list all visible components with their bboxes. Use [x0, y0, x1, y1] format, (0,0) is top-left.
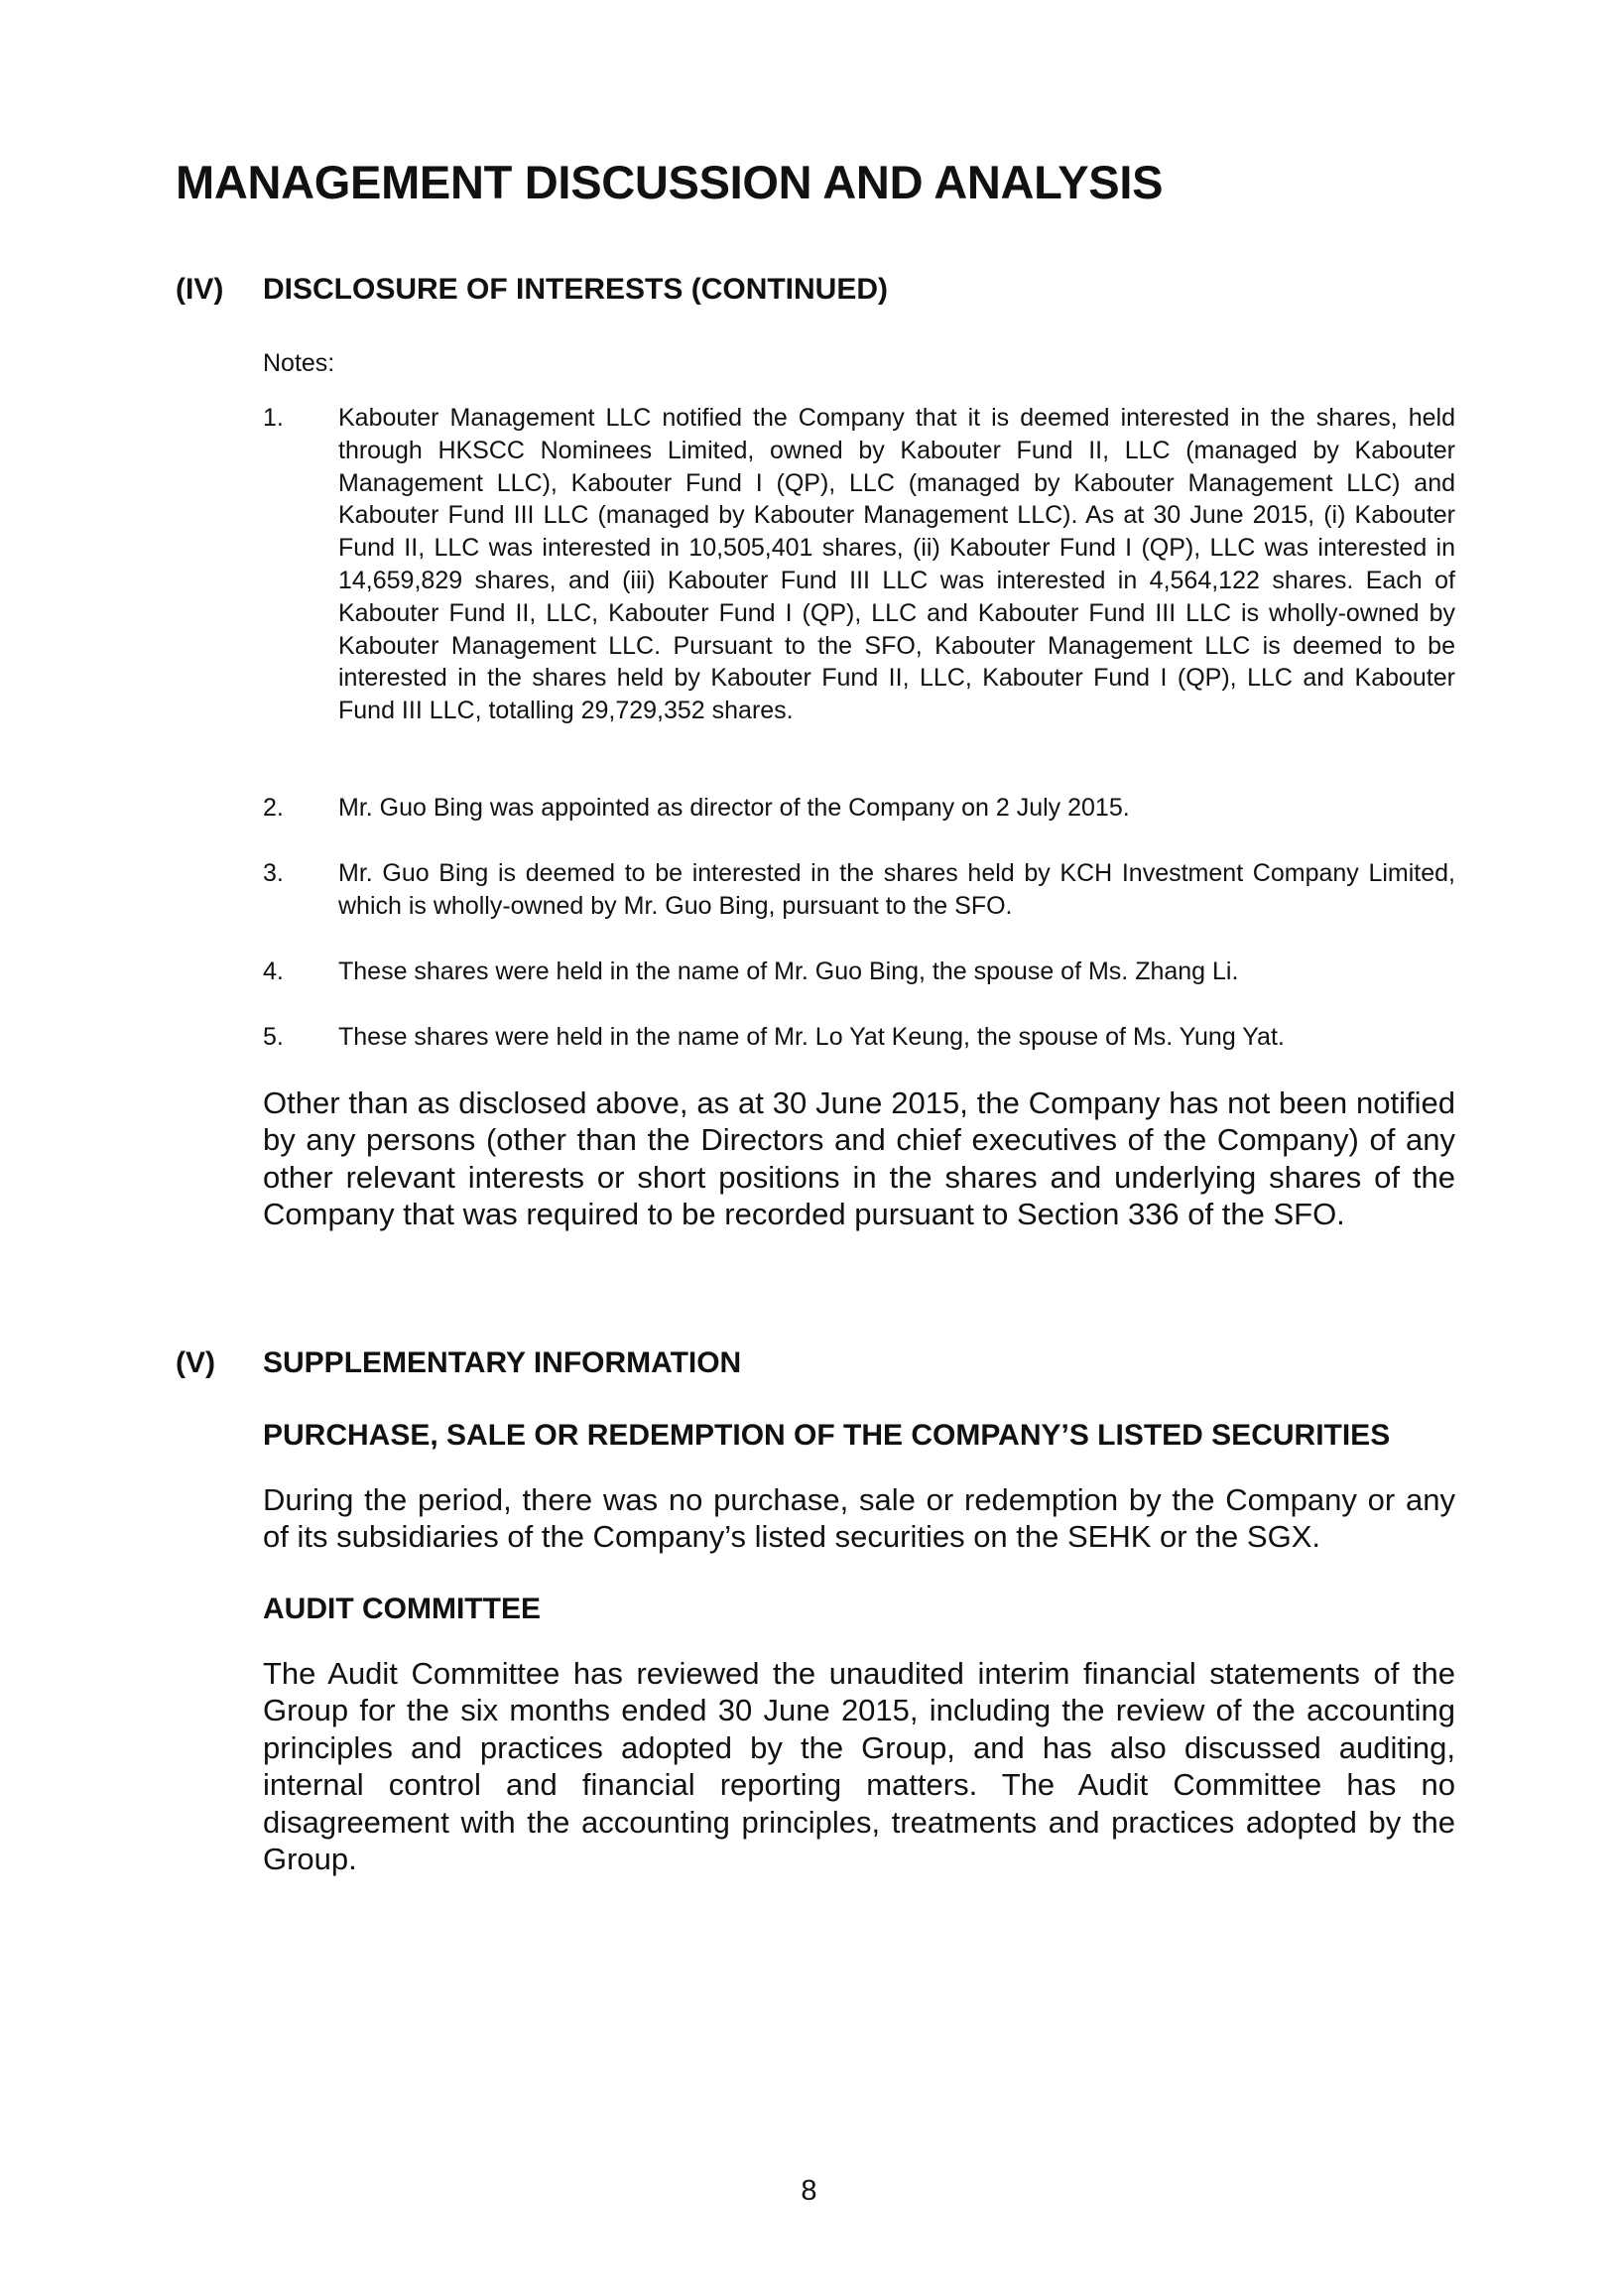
- note-text: Kabouter Management LLC notified the Company that it is deemed interested in the shares, held through HKSCC Nominees Limited, owned by Kabouter Fund II, LLC (managed by Kabouter Management LLC), Kabouter Fund I (QP), LLC (managed by Kabouter Management LLC) and Kabouter Fund III LLC (managed by Kabouter Management LLC). As at 30 June 2015, (i) Kabouter Fund II, LLC was interested in 10,505,401 shares, (ii) Kabouter Fund I (QP), LLC was interested in 14,659,829 shares, and (iii) Kabouter Fund III LLC was interested in 4,564,122 shares. Each of Kabouter Fund II, LLC, Kabouter Fund I (QP), LLC and Kabouter Fund III LLC is wholly-owned by Kabouter Management LLC. Pursuant to the SFO, Kabouter Management LLC is deemed to be interested in the shares held by Kabouter Fund II, LLC, Kabouter Fund I (QP), LLC and Kabouter Fund III LLC, totalling 29,729,352 shares.: [338, 404, 1455, 725]
- note-number: 4.: [263, 957, 284, 985]
- note-text: These shares were held in the name of Mr. Lo Yat Keung, the spouse of Ms. Yung Yat.: [338, 1023, 1285, 1051]
- page-number: 8: [801, 2175, 817, 2207]
- page-title: MANAGEMENT DISCUSSION AND ANALYSIS: [176, 156, 1164, 208]
- note-number: 2.: [263, 794, 284, 822]
- section-iv-number: (IV): [176, 273, 224, 306]
- note-number: 5.: [263, 1023, 284, 1051]
- audit-committee-heading: AUDIT COMMITTEE: [263, 1593, 541, 1625]
- purchase-sale-redemption-heading: PURCHASE, SALE OR REDEMPTION OF THE COMPANY’S LISTED SECURITIES: [263, 1419, 1391, 1452]
- note-text: Mr. Guo Bing was appointed as director of the Company on 2 July 2015.: [338, 794, 1130, 822]
- section-v-title: SUPPLEMENTARY INFORMATION: [263, 1346, 742, 1379]
- note-text: Mr. Guo Bing is deemed to be interested in the shares held by KCH Investment Company Limited, which is wholly-owned by Mr. Guo Bing, pursuant to the SFO.: [338, 859, 1455, 920]
- section-v-heading: [176, 1341, 1455, 1385]
- section-iv-title: DISCLOSURE OF INTERESTS (CONTINUED): [263, 273, 889, 306]
- section-iv-heading: [176, 268, 1455, 312]
- note-number: 1.: [263, 404, 284, 432]
- section-v-number: (V): [176, 1346, 215, 1379]
- disclosure-closing-paragraph: Other than as disclosed above, as at 30 June 2015, the Company has not been notified by any persons (other than the Directors and chief executives of the Company) of any other relevant interests or short positions in the shares and underlying shares of the Company that was required to be recorded pursuant to Section 336 of the SFO.: [263, 1085, 1455, 1232]
- note-number: 3.: [263, 859, 284, 887]
- audit-committee-text: The Audit Committee has reviewed the unaudited interim financial statements of the Group for the six months ended 30 June 2015, including the review of the accounting principles and practices adopted by the Group, and has also discussed auditing, internal control and financial reporting matters. The Audit Committee has no disagreement with the accounting principles, treatments and practices adopted by the Group.: [263, 1656, 1455, 1877]
- purchase-sale-redemption-text: During the period, there was no purchase, sale or redemption by the Company or any of its subsidiaries of the Company’s listed securities on the SEHK or the SGX.: [263, 1482, 1455, 1555]
- note-text: These shares were held in the name of Mr. Guo Bing, the spouse of Ms. Zhang Li.: [338, 957, 1239, 985]
- notes-label: Notes:: [263, 349, 335, 377]
